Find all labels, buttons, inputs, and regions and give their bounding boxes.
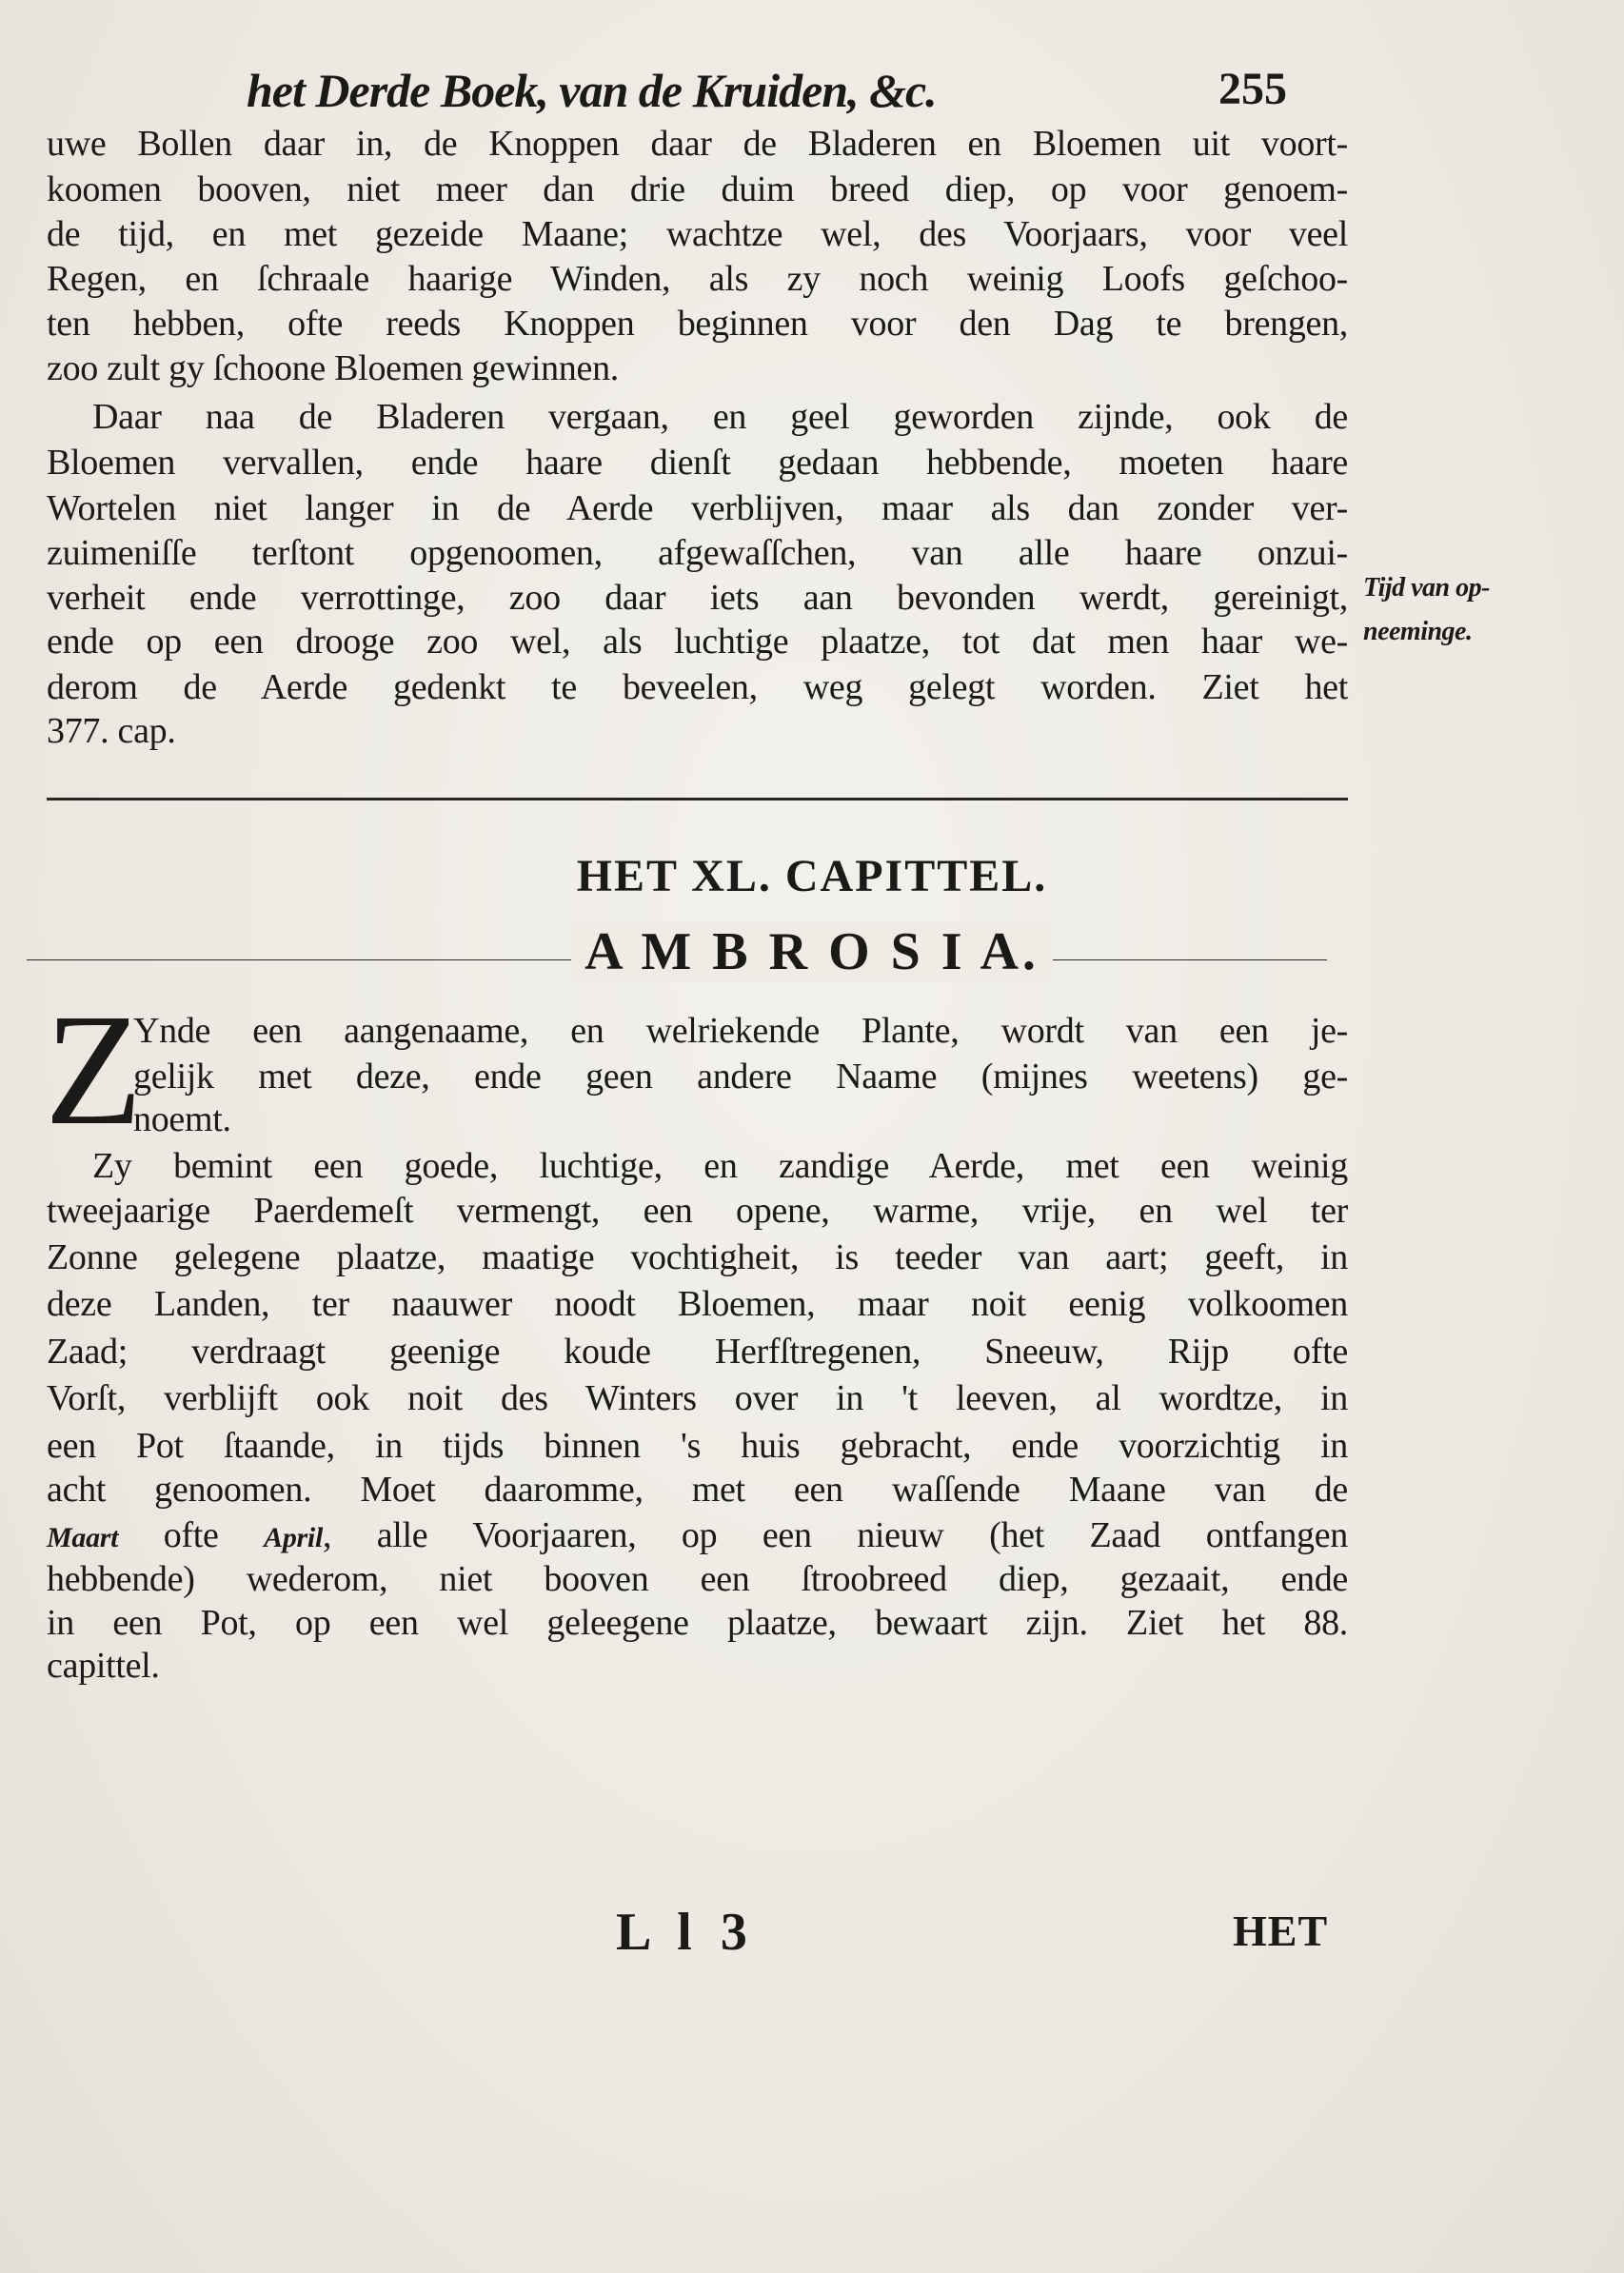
margin-note: Tijd van op- <box>1363 573 1490 603</box>
text-line: Zaad; verdraagt geenige koude Herfſtregenen, Sneeuw, Rijp ofte <box>47 1332 1348 1372</box>
text-span: ofte <box>118 1515 265 1555</box>
text-line: Zy bemint een goede, luchtige, en zandige Aerde, met een weinig <box>92 1146 1348 1186</box>
text-line: uwe Bollen daar in, de Knoppen daar de Bladeren en Bloemen uit voort- <box>47 124 1348 164</box>
text-line: ten hebben, ofte reeds Knoppen beginnen voor den Dag te brengen, <box>47 304 1348 344</box>
running-title: het Derde Boek, van de Kruiden, &c. <box>247 64 937 117</box>
text-line: zuimeniſſe terſtont opgenoomen, afgewaſſchen, van alle haare onzui- <box>47 533 1348 573</box>
catchword: HET <box>1233 1907 1329 1955</box>
signature-mark: L l 3 <box>616 1903 755 1962</box>
text-line <box>47 1513 1348 1557</box>
text-line: deze Landen, ter naauwer noodt Bloemen, maar noit eenig volkoomen <box>47 1284 1348 1324</box>
text-line: acht genoomen. Moet daaromme, met een waſſende Maane van de <box>47 1470 1348 1510</box>
text-line: capittel. <box>47 1646 160 1686</box>
text-line: noemt. <box>133 1099 231 1139</box>
text-line: 377. cap. <box>47 711 176 751</box>
text-line: hebbende) wederom, niet booven een ſtroobreed diep, gezaait, ende <box>47 1559 1348 1599</box>
text-line: Wortelen niet langer in de Aerde verblijven, maar als dan zonder ver- <box>47 488 1348 528</box>
divider <box>47 798 1348 800</box>
text-line: Zonne gelegene plaatze, maatige vochtigheit, is teeder van aart; geeft, in <box>47 1237 1348 1277</box>
text-line: zoo zult gy ſchoone Bloemen gewinnen. <box>47 348 619 388</box>
text-line: Regen, en ſchraale haarige Winden, als zy noch weinig Loofs geſchoo- <box>47 259 1348 299</box>
chapter-title <box>0 921 1624 982</box>
text-line: Ynde een aangenaame, en welriekende Plante, wordt van een je- <box>133 1011 1348 1051</box>
text-span: , alle Voorjaaren, op een nieuw (het Zaad ontfangen <box>322 1515 1349 1555</box>
text-line: een Pot ſtaande, in tijds binnen 's huis gebracht, ende voorzichtig in <box>47 1426 1348 1466</box>
text-line: Daar naa de Bladeren vergaan, en geel geworden zijnde, ook de <box>92 397 1348 437</box>
text-line: Bloemen vervallen, ende haare dienſt gedaan hebbende, moeten haare <box>47 443 1348 483</box>
text-line: Vorſt, verblijft ook noit des Winters over in 't leeven, al wordtze, in <box>47 1378 1348 1418</box>
text-line: gelijk met deze, ende geen andere Naame (mijnes weetens) ge- <box>133 1057 1348 1097</box>
text-line: derom de Aerde gedenkt te beveelen, weg gelegt worden. Ziet het <box>47 667 1348 707</box>
drop-cap: Z <box>45 981 143 1158</box>
text-line: de tijd, en met gezeide Maane; wachtze wel, des Voorjaars, voor veel <box>47 214 1348 254</box>
italic-word: April <box>264 1522 323 1553</box>
text-line: ende op een drooge zoo wel, als luchtige plaatze, tot dat men haar we- <box>47 622 1348 662</box>
page-number: 255 <box>1218 64 1287 114</box>
text-line: verheit ende verrottinge, zoo daar iets aan bevonden werdt, gereinigt, <box>47 578 1348 618</box>
italic-word: Maart <box>47 1522 119 1553</box>
chapter-number-heading: HET XL. CAPITTEL. <box>576 851 1048 901</box>
text-line: koomen booven, niet meer dan drie duim breed diep, op voor genoem- <box>47 169 1348 209</box>
text-line: in een Pot, op een wel geleegene plaatze, bewaart zijn. Ziet het 88. <box>47 1603 1348 1643</box>
margin-note: neeminge. <box>1363 617 1473 646</box>
chapter-title-text: A M B R O S I A. <box>571 922 1053 981</box>
text-line: tweejaarige Paerdemeſt vermengt, een opene, warme, vrije, en wel ter <box>47 1191 1348 1231</box>
